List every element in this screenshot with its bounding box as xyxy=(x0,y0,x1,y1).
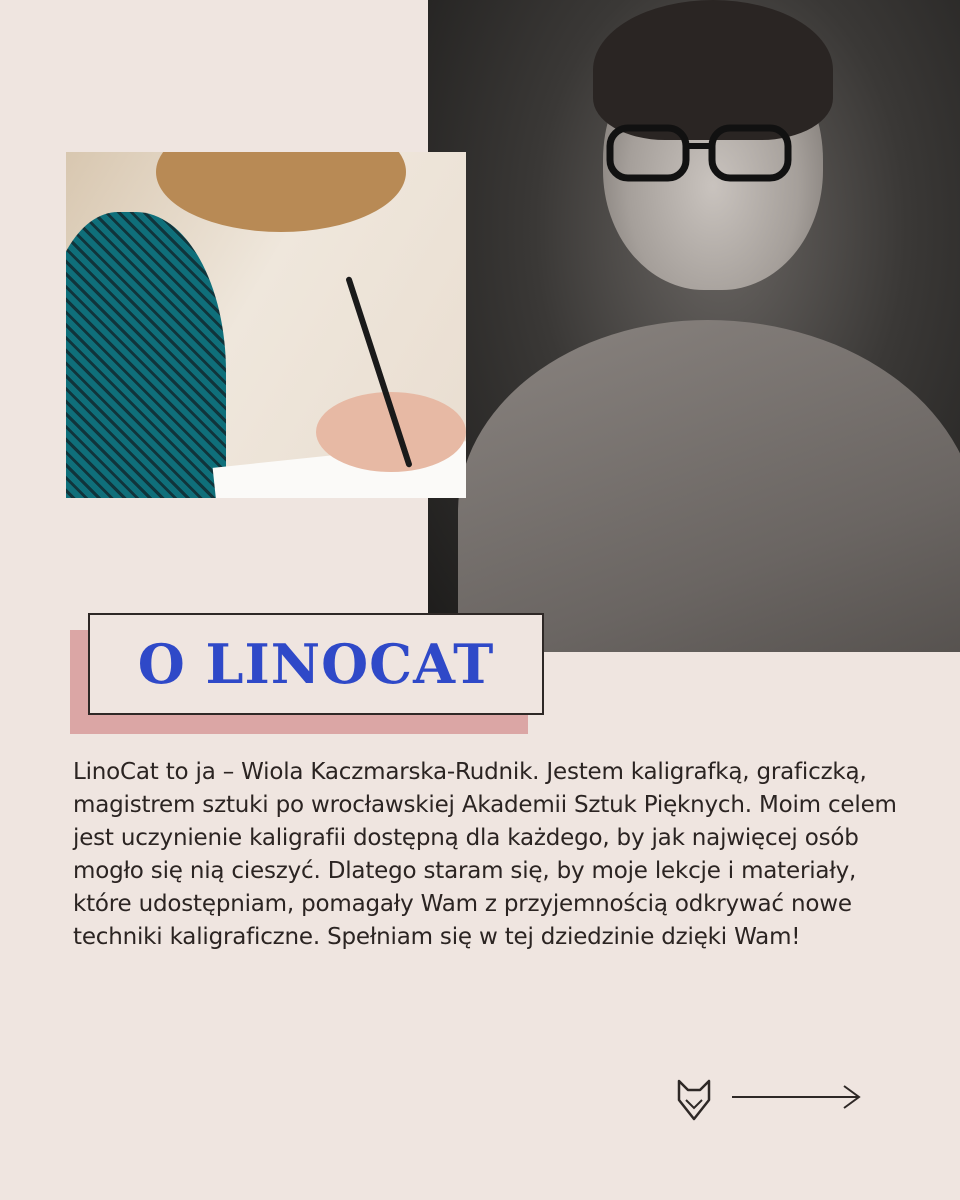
portrait-hair xyxy=(593,0,833,140)
fox-icon xyxy=(676,1078,712,1122)
portrait-photo xyxy=(428,0,960,652)
arrow-right-icon[interactable] xyxy=(730,1083,862,1111)
bio-text: LinoCat to ja – Wiola Kaczmarska-Rudnik. Jestem kaligrafką, graficzką, magistrem sztuki po wrocławskiej Akademii Sztuk Pięknych. Moim celem jest uczynienie kaligrafii dostępną dla każdego, by jak najwięcej osób mogło się nią cieszyć. Dlatego staram się, by moje lekcje i materiały, które udostępniam, pomagały Wam z przyjemnością odkrywać nowe techniki kaligraficzne. Spełniam się w tej dziedzinie dzięki Wam! xyxy=(73,759,897,950)
photo-shirt xyxy=(66,212,226,498)
title-box xyxy=(88,613,544,715)
glasses-shape xyxy=(606,122,796,182)
photo-hair xyxy=(156,152,406,232)
calligraphy-photo xyxy=(66,152,466,498)
portrait-shirt xyxy=(458,320,960,652)
page-title: O LINOCAT xyxy=(137,632,495,696)
